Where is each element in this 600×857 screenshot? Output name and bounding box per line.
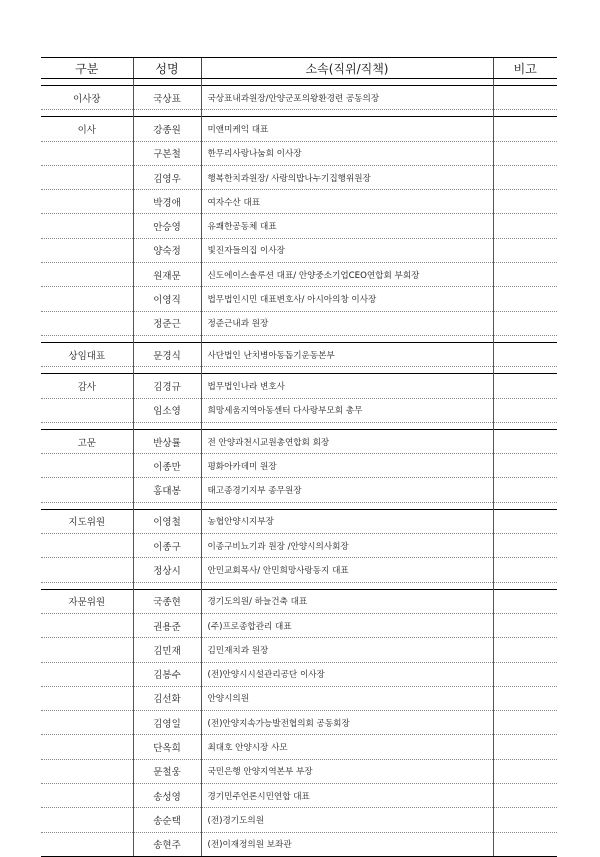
category-cell <box>41 165 133 189</box>
note-cell <box>493 589 557 613</box>
affiliation-cell: 미앤미케익 대표 <box>201 117 493 141</box>
note-cell <box>493 509 557 533</box>
header-row <box>41 58 557 79</box>
table-row <box>41 509 557 533</box>
category-cell <box>41 238 133 262</box>
category-cell <box>41 613 133 637</box>
category-cell <box>41 759 133 783</box>
affiliation-cell: 유쾌한공동체 대표 <box>201 214 493 238</box>
spacer-cell <box>493 582 557 589</box>
name-cell: 김영일 <box>133 711 201 735</box>
name-cell: 이종만 <box>133 454 201 478</box>
affiliation-cell: 안양시의원 <box>201 686 493 710</box>
table-row <box>41 454 557 478</box>
affiliation-cell: 김민재치과 원장 <box>201 638 493 662</box>
affiliation-cell: 경기도의원/ 하늘건축 대표 <box>201 589 493 613</box>
category-cell <box>41 263 133 287</box>
table-row <box>41 558 557 582</box>
note-cell <box>493 342 557 366</box>
table-body <box>41 79 557 857</box>
spacer-cell <box>41 79 133 86</box>
spacer-cell <box>41 582 133 589</box>
category-cell: 자문위원 <box>41 589 133 613</box>
name-cell: 김민재 <box>133 638 201 662</box>
affiliation-cell: (전)경기도의원 <box>201 808 493 832</box>
category-cell: 이사 <box>41 117 133 141</box>
table-row <box>41 735 557 759</box>
table-row <box>41 398 557 422</box>
table-row <box>41 759 557 783</box>
group-spacer <box>41 502 557 509</box>
name-cell: 김선화 <box>133 686 201 710</box>
affiliation-cell: 행복한치과원장/ 사랑의밥나누기집행위원장 <box>201 165 493 189</box>
spacer-cell <box>133 79 201 86</box>
name-cell: 송순택 <box>133 808 201 832</box>
note-cell <box>493 238 557 262</box>
note-cell <box>493 454 557 478</box>
table-row <box>41 613 557 637</box>
affiliation-cell: (전)이재정의원 보좌관 <box>201 832 493 856</box>
category-cell <box>41 190 133 214</box>
group-spacer <box>41 79 557 86</box>
table-row <box>41 165 557 189</box>
group-spacer <box>41 367 557 374</box>
table-row <box>41 214 557 238</box>
category-cell <box>41 808 133 832</box>
name-cell: 안승영 <box>133 214 201 238</box>
category-cell <box>41 638 133 662</box>
note-cell <box>493 165 557 189</box>
affiliation-cell: 신도에이스솔루션 대표/ 안양중소기업CEO연합회 부회장 <box>201 263 493 287</box>
category-cell <box>41 558 133 582</box>
note-cell <box>493 686 557 710</box>
spacer-cell <box>133 335 201 342</box>
note-cell <box>493 534 557 558</box>
name-cell: 김경규 <box>133 374 201 398</box>
spacer-cell <box>41 367 133 374</box>
table-row <box>41 662 557 686</box>
name-cell: 단옥희 <box>133 735 201 759</box>
spacer-cell <box>201 422 493 429</box>
spacer-cell <box>201 110 493 117</box>
table-row <box>41 374 557 398</box>
table-header <box>41 58 557 79</box>
spacer-cell <box>493 502 557 509</box>
affiliation-cell: 최대호 안양시장 사모 <box>201 735 493 759</box>
header-note: 비고 <box>493 58 557 79</box>
table-row <box>41 478 557 502</box>
name-cell: 반상률 <box>133 429 201 453</box>
spacer-cell <box>133 110 201 117</box>
spacer-cell <box>493 335 557 342</box>
table-row <box>41 534 557 558</box>
roster-table <box>41 57 557 857</box>
name-cell: 원재문 <box>133 263 201 287</box>
name-cell: 송현주 <box>133 832 201 856</box>
spacer-cell <box>41 335 133 342</box>
note-cell <box>493 263 557 287</box>
note-cell <box>493 117 557 141</box>
name-cell: 임소영 <box>133 398 201 422</box>
spacer-cell <box>133 367 201 374</box>
affiliation-cell: 여자수산 대표 <box>201 190 493 214</box>
name-cell: 양숙정 <box>133 238 201 262</box>
table-row <box>41 711 557 735</box>
name-cell: 정준근 <box>133 311 201 335</box>
table-row <box>41 808 557 832</box>
affiliation-cell: (전)안양지속가능발전협의회 공동회장 <box>201 711 493 735</box>
category-cell <box>41 662 133 686</box>
group-spacer <box>41 582 557 589</box>
affiliation-cell: 한무리사랑나눔회 이사장 <box>201 141 493 165</box>
table-row <box>41 238 557 262</box>
name-cell: 김봉수 <box>133 662 201 686</box>
name-cell: 이영직 <box>133 287 201 311</box>
note-cell <box>493 190 557 214</box>
name-cell: 홍대봉 <box>133 478 201 502</box>
note-cell <box>493 662 557 686</box>
affiliation-cell: 정준근내과 원장 <box>201 311 493 335</box>
header-affiliation: 소속(직위/직책) <box>201 58 493 79</box>
table-row <box>41 429 557 453</box>
affiliation-cell: 법무법인시민 대표변호사/ 아시아의창 이사장 <box>201 287 493 311</box>
table-row <box>41 86 557 110</box>
category-cell <box>41 784 133 808</box>
name-cell: 문경식 <box>133 342 201 366</box>
note-cell <box>493 287 557 311</box>
group-spacer <box>41 335 557 342</box>
category-cell: 이사장 <box>41 86 133 110</box>
spacer-cell <box>201 79 493 86</box>
category-cell <box>41 735 133 759</box>
note-cell <box>493 86 557 110</box>
table-row <box>41 287 557 311</box>
name-cell: 문철웅 <box>133 759 201 783</box>
category-cell <box>41 141 133 165</box>
note-cell <box>493 711 557 735</box>
name-cell: 송성영 <box>133 784 201 808</box>
spacer-cell <box>201 335 493 342</box>
category-cell: 감사 <box>41 374 133 398</box>
spacer-cell <box>493 110 557 117</box>
affiliation-cell: (주)프로종합관리 대표 <box>201 613 493 637</box>
affiliation-cell: 이종구비뇨기과 원장 /안양시의사회장 <box>201 534 493 558</box>
category-cell <box>41 711 133 735</box>
spacer-cell <box>493 367 557 374</box>
category-cell <box>41 311 133 335</box>
header-name: 성명 <box>133 58 201 79</box>
affiliation-cell: (전)안양시시설관리공단 이사장 <box>201 662 493 686</box>
affiliation-cell: 전 안양과천시교원총연합회 회장 <box>201 429 493 453</box>
spacer-cell <box>201 502 493 509</box>
category-cell: 고문 <box>41 429 133 453</box>
name-cell: 이영철 <box>133 509 201 533</box>
spacer-cell <box>133 582 201 589</box>
affiliation-cell: 국민은행 안양지역본부 부장 <box>201 759 493 783</box>
name-cell: 강종원 <box>133 117 201 141</box>
group-spacer <box>41 110 557 117</box>
affiliation-cell: 안민교회목사/ 안민희망사랑동지 대표 <box>201 558 493 582</box>
category-cell <box>41 214 133 238</box>
note-cell <box>493 735 557 759</box>
note-cell <box>493 398 557 422</box>
group-spacer <box>41 422 557 429</box>
note-cell <box>493 558 557 582</box>
spacer-cell <box>201 367 493 374</box>
name-cell: 박경애 <box>133 190 201 214</box>
category-cell: 지도위원 <box>41 509 133 533</box>
category-cell <box>41 478 133 502</box>
name-cell: 이종구 <box>133 534 201 558</box>
note-cell <box>493 311 557 335</box>
name-cell: 국종현 <box>133 589 201 613</box>
category-cell: 상임대표 <box>41 342 133 366</box>
spacer-cell <box>41 110 133 117</box>
note-cell <box>493 638 557 662</box>
name-cell: 정상시 <box>133 558 201 582</box>
note-cell <box>493 759 557 783</box>
category-cell <box>41 832 133 856</box>
affiliation-cell: 농협안양시지부장 <box>201 509 493 533</box>
table-row <box>41 686 557 710</box>
spacer-cell <box>133 422 201 429</box>
affiliation-cell: 법무법인나라 변호사 <box>201 374 493 398</box>
spacer-cell <box>201 582 493 589</box>
note-cell <box>493 214 557 238</box>
table-row <box>41 117 557 141</box>
affiliation-cell: 경기민주언론시민연합 대표 <box>201 784 493 808</box>
name-cell: 국상표 <box>133 86 201 110</box>
category-cell <box>41 686 133 710</box>
category-cell <box>41 454 133 478</box>
spacer-cell <box>133 502 201 509</box>
note-cell <box>493 429 557 453</box>
note-cell <box>493 784 557 808</box>
category-cell <box>41 287 133 311</box>
category-cell <box>41 398 133 422</box>
note-cell <box>493 808 557 832</box>
table-row <box>41 832 557 856</box>
affiliation-cell: 빛진자들의집 이사장 <box>201 238 493 262</box>
table-row <box>41 263 557 287</box>
note-cell <box>493 141 557 165</box>
spacer-cell <box>493 422 557 429</box>
category-cell <box>41 534 133 558</box>
affiliation-cell: 태고종경기지부 종무원장 <box>201 478 493 502</box>
affiliation-cell: 희망세움지역아동센터 다사랑부모회 총무 <box>201 398 493 422</box>
table-row <box>41 141 557 165</box>
note-cell <box>493 374 557 398</box>
name-cell: 김영우 <box>133 165 201 189</box>
name-cell: 구본철 <box>133 141 201 165</box>
table-row <box>41 190 557 214</box>
spacer-cell <box>493 79 557 86</box>
affiliation-cell: 평화아카데미 원장 <box>201 454 493 478</box>
table-row <box>41 784 557 808</box>
header-category: 구분 <box>41 58 133 79</box>
note-cell <box>493 613 557 637</box>
affiliation-cell: 사단법인 난치병아동돕기운동본부 <box>201 342 493 366</box>
note-cell <box>493 478 557 502</box>
spacer-cell <box>41 502 133 509</box>
table-row <box>41 342 557 366</box>
name-cell: 권용준 <box>133 613 201 637</box>
note-cell <box>493 832 557 856</box>
table-row <box>41 589 557 613</box>
affiliation-cell: 국상표내과원장/안양군포의왕환경련 공동의장 <box>201 86 493 110</box>
table-row <box>41 311 557 335</box>
spacer-cell <box>41 422 133 429</box>
table-row <box>41 638 557 662</box>
